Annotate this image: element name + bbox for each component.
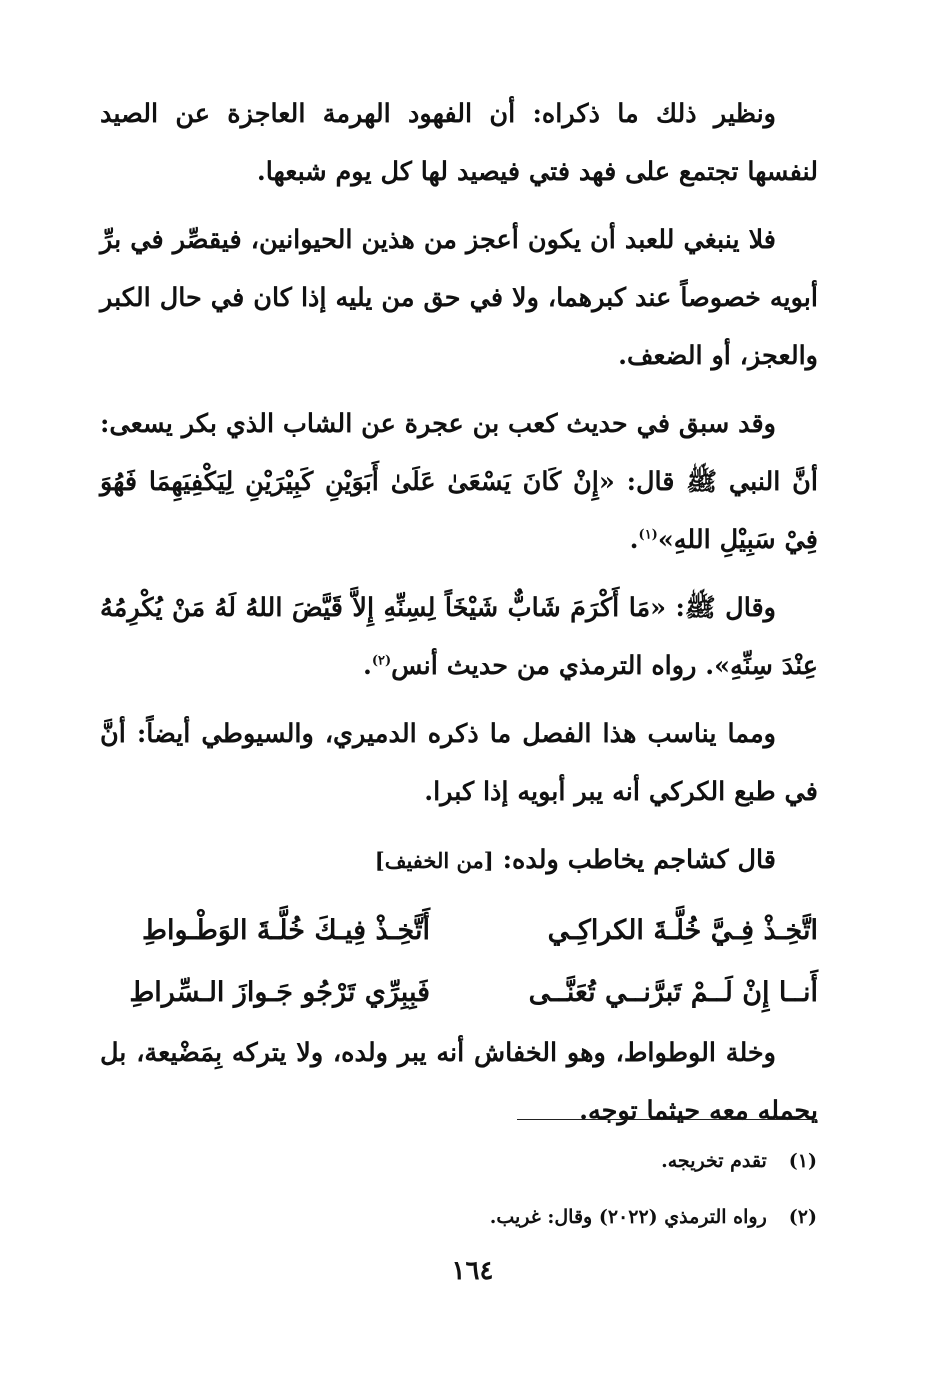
paragraph-4-end: . [362,651,372,681]
page-number: ١٦٤ [451,1256,494,1286]
page-body [100,85,818,1150]
paragraph-1: ونظير ذلك ما ذكراه: أن الفهود الهرمة العاجزة عن الصيد لنفسها تجتمع على فهد فتي فيصيد لها كل يوم شبعها. [100,99,818,187]
footnote-number: (١) [788,1150,817,1172]
poem-intro-text: قال كشاجم يخاطب ولده: [502,845,776,875]
footnotes [490,1133,817,1245]
poem-verse [100,900,818,962]
paragraph-4-text: وقال ﷺ: «مَا أَكْرَمَ شَابٌّ شَيْخَاً لِسِنِّهِ إِلاَّ قَيَّضَ اللهُ لَهُ مَنْ يُكْرِمُهُ عِنْدَ سِنِّهِ». رواه الترمذي من حديث أنس [100,593,818,681]
paragraph-3-end: . [629,525,639,555]
verse-first-hemistich: أَنــا إِنْ لَــمْ تَبرَّنــي تُعَنَّــى [528,977,818,1008]
paragraph-7: وخلة الوطواط، وهو الخفاش أنه يبر ولده، ولا يتركه بِمَضْيعة، بل يحمله معه حيثما توجه. [100,1038,818,1126]
verse-first-hemistich: اتَّخِـذْ فِـيَّ خُلَّـةَ الكراكِـي [547,915,818,946]
poem [100,900,818,1024]
footnote-text: تقدم تخريجه. [661,1150,767,1172]
footnote-separator [517,1119,817,1120]
paragraph-2: فلا ينبغي للعبد أن يكون أعجز من هذين الحيوانين، فيقصِّر في برِّ أبويه خصوصاً عند كبرهما، ولا في حق من يليه إذا كان في حال الكبر والعجز، أو الضعف. [100,225,818,371]
verse-second-hemistich: أَتَّخِـذْ فِيـكَ خُلَّـةَ الوَطْـواطِ [142,915,430,946]
paragraph-3-text: وقد سبق في حديث كعب بن عجرة عن الشاب الذي بكر يسعى: أنَّ النبي ﷺ قال: «إِنْ كَانَ يَسْعَىٰ عَلَىٰ أَبَوَيْنِ كَبِيْرَيْنِ لِيَكْفِيَهِمَا فَهُوَ فِيْ سَبِيْلِ اللهِ» [100,409,818,555]
poem-intro [100,831,818,890]
poem-meter: [من الخفيف] [374,848,494,873]
paragraph-4 [100,579,818,695]
paragraph-5: ومما يناسب هذا الفصل ما ذكره الدميري، والسيوطي أيضاً: أنَّ في طبع الكركي أنه يبر أبويه إذا كبرا. [100,719,818,807]
verse-second-hemistich: فَبِبِرِّي تَرْجُو جَـوازَ الـسِّراطِ [129,977,430,1008]
footnote-ref-1: (١) [638,527,658,543]
footnote-1 [490,1133,817,1189]
paragraph-3 [100,395,818,569]
footnote-number: (٢) [788,1206,817,1228]
footnote-ref-2: (٢) [371,653,392,669]
footnote-2 [490,1189,817,1245]
poem-verse [100,962,818,1024]
footnote-text: رواه الترمذي (٢٠٢٢) وقال: غريب. [489,1206,767,1228]
